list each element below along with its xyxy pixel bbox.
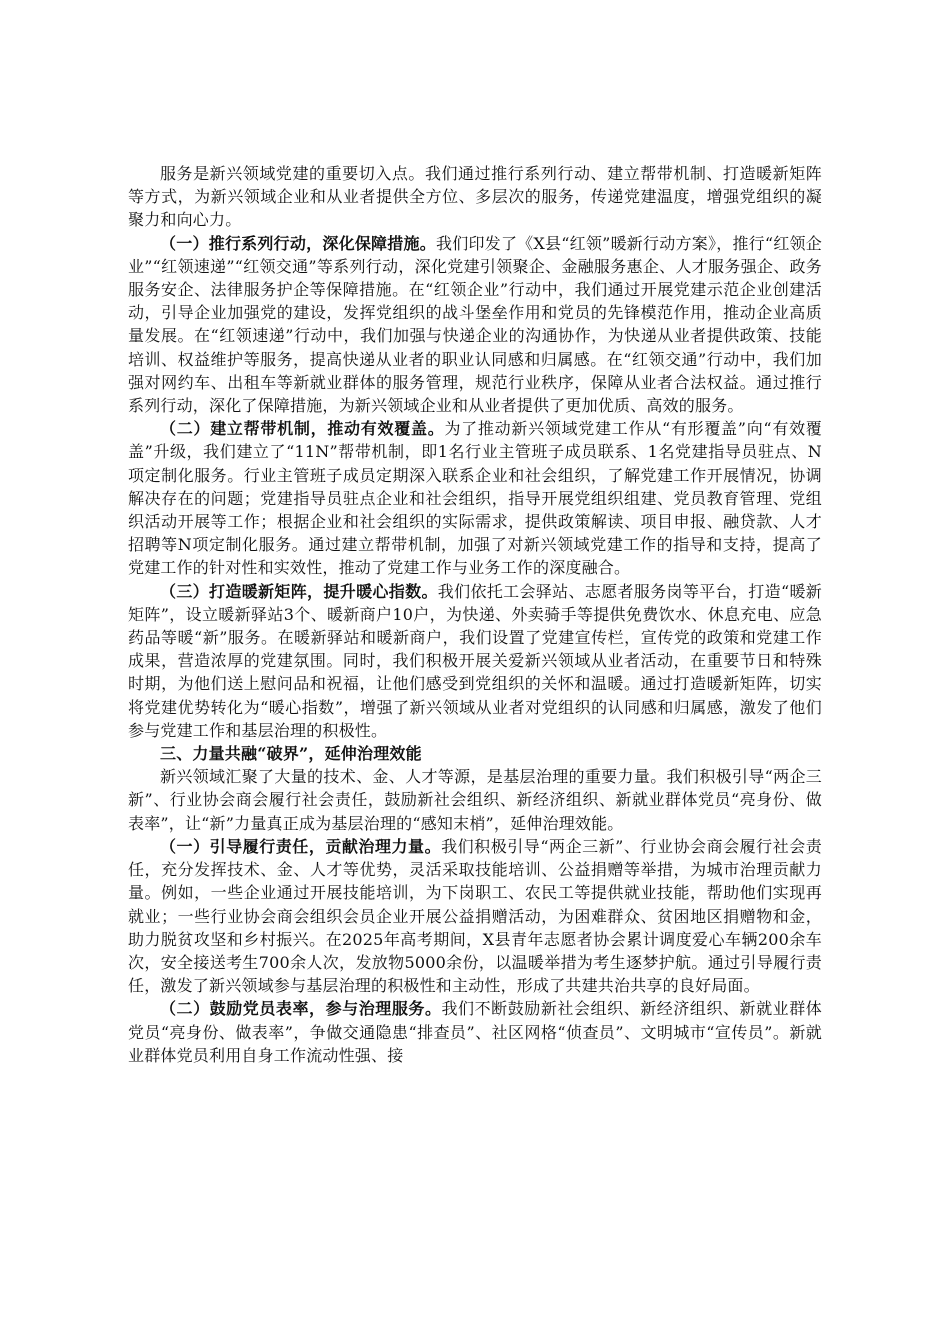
paragraph-4 <box>128 765 822 835</box>
paragraph-text: 我们积极引导“两企三新”、行业协会商会履行社会责任，充分发挥技术、金、人才等优势，灵活采取技能培训、公益捐赠等举措，为城市治理贡献力量。例如，一些企业通过开展技能培训，为下岗职工、农民工等提供就业技能，帮助他们实现再就业；一些行业协会商会组织会员企业开展公益捐赠活动，为困难群众、贫困地区捐赠物和金，助力脱贫攻坚和乡村振兴。在2025年高考期间，X县青年志愿者协会累计调度爱心车辆200余车次，安全接送考生700余人次，发放物5000余份，以温暖举措为考生逐梦护航。通过引导履行责任，激发了新兴领域参与基层治理的积极性和主动性，形成了共建共治共享的良好局面。 <box>128 836 822 996</box>
paragraph-6 <box>128 997 822 1067</box>
paragraph-lead: （三）打造暖新矩阵，提升暖心指数。 <box>160 581 438 601</box>
paragraph-intro <box>128 162 822 232</box>
paragraph-text: 服务是新兴领域党建的重要切入点。我们通过推行系列行动、建立帮带机制、打造暖新矩阵等方式，为新兴领域企业和从业者提供全方位、多层次的服务，传递党建温度，增强党组织的凝聚力和向心力。 <box>128 164 822 230</box>
section-heading: 三、力量共融“破界”，延伸治理效能 <box>160 744 422 764</box>
paragraph-lead: （二）建立帮带机制，推动有效覆盖。 <box>160 419 445 439</box>
paragraph-2 <box>128 417 822 579</box>
document-page <box>128 162 822 1067</box>
paragraph-text: 我们依托工会驿站、志愿者服务岗等平台，打造“暖新矩阵”，设立暖新驿站3个、暖新商户10户，为快递、外卖骑手等提供免费饮水、休息充电、应急药品等暖“新”服务。在暖新驿站和暖新商户，我们设置了党建宣传栏，宣传党的政策和党建工作成果，营造浓厚的党建氛围。同时，我们积极开展关爱新兴领域从业者活动，在重要节日和特殊时期，为他们送上慰问品和祝福，让他们感受到党组织的关怀和温暖。通过打造暖新矩阵，切实将党建优势转化为“暖心指数”，增强了新兴领域从业者对党组织的认同感和归属感，激发了他们参与党建工作和基层治理的积极性。 <box>128 581 823 740</box>
paragraph-1 <box>128 232 822 418</box>
paragraph-text: 为了推动新兴领域党建工作从“有形覆盖”向“有效覆盖”升级，我们建立了“11N”帮带机制，即1名行业主管班子成员联系、1名党建指导员驻点、N项定制化服务。行业主管班子成员定期深入联系企业和社会组织，了解党建工作开展情况，协调解决存在的问题；党建指导员驻点企业和社会组织，指导开展党组织组建、党员教育管理、党组织活动开展等工作；根据企业和社会组织的实际需求，提供政策解读、项目申报、融贷款、人才招聘等N项定制化服务。通过建立帮带机制，加强了对新兴领域党建工作的指导和支持，提高了党建工作的针对性和实效性，推动了党建工作与业务工作的深度融合。 <box>128 419 822 578</box>
paragraph-lead: （一）引导履行责任，贡献治理力量。 <box>160 836 442 856</box>
paragraph-5 <box>128 835 822 997</box>
paragraph-3 <box>128 580 822 742</box>
paragraph-text: 我们印发了《X县“红领”暖新行动方案》，推行“红领企业”“红领速递”“红领交通”等系列行动，深化党建引领聚企、金融服务惠企、人才服务强企、政务服务安企、法律服务护企等保障措施。在“红领企业”行动中，我们通过开展党建示范企业创建活动，引导企业加强党的建设，发挥党组织的战斗堡垒作用和党员的先锋模范作用，推动企业高质量发展。在“红领速递”行动中，我们加强与快递企业的沟通协作，为快递从业者提供政策、技能培训、权益维护等服务，提高快递从业者的职业认同感和归属感。在“红领交通”行动中，我们加强对网约车、出租车等新就业群体的服务管理，规范行业秩序，保障从业者合法权益。通过推行系列行动，深化了保障措施，为新兴领域企业和从业者提供了更加优质、高效的服务。 <box>128 233 822 416</box>
paragraph-text: 新兴领域汇聚了大量的技术、金、人才等源，是基层治理的重要力量。我们积极引导“两企三新”、行业协会商会履行社会责任，鼓励新社会组织、新经济组织、新就业群体党员“亮身份、做表率”，让“新”力量真正成为基层治理的“感知末梢”，延伸治理效能。 <box>128 767 822 833</box>
paragraph-text: 我们不断鼓励新社会组织、新经济组织、新就业群体党员“亮身份、做表率”，争做交通隐患“排查员”、社区网格“侦查员”、文明城市“宣传员”。新就业群体党员利用自身工作流动性强、接 <box>128 999 822 1065</box>
paragraph-lead: （一）推行系列行动，深化保障措施。 <box>160 233 436 253</box>
paragraph-lead: （二）鼓励党员表率，参与治理服务。 <box>160 999 442 1019</box>
